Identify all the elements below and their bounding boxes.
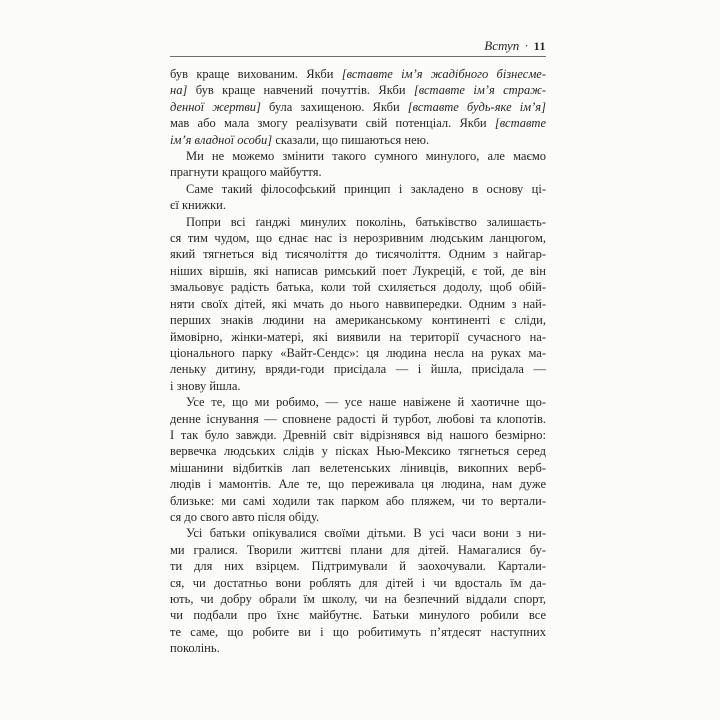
italic-run: денної жертви] [170,99,261,114]
text-run: чи подбали про їхнє майбутнє. Батьки минулого робили все [170,608,546,623]
text-run: сказали, що пишаються нею. [272,132,430,147]
text-line [170,427,546,443]
italic-run: на] [170,83,188,98]
italic-run: [вставте ім’я жадібного бізнесме- [341,67,547,81]
text-line [170,246,546,262]
text-run: леньку дитину, вряди-годи присідала — і йшла, присідала — [170,362,546,377]
text-run: Ми не можемо змінити такого сумного минулого, але маємо [186,149,546,164]
paragraph [170,394,546,525]
text-run: змальовує радість батька, коли той схиляється додолу, щоб обій- [170,280,546,295]
text-run: прагнути кращого майбуття. [170,165,322,180]
text-run: ся тим чудом, що єднає нас із нерозривним людським ланцюгом, [170,231,546,246]
text-line [170,575,546,591]
text-line [170,197,546,213]
header-separator: · [524,38,529,53]
text-line [170,558,546,574]
text-line [170,148,546,164]
paragraph [170,148,546,181]
text-line [170,345,546,361]
text-run: няти своїх дітей, які мчать до нього наввипередки. Одним з най- [170,296,546,311]
text-run: Саме такий філософський принцип і закладено в основу ці- [186,181,546,196]
text-line [170,66,546,82]
text-run: ся до свого авто після обіду. [170,509,320,524]
italic-run: [вставте ім’я страж- [413,83,546,98]
text-line [170,624,546,640]
text-line [170,361,546,377]
text-run: ся, чи достатньо вони роблять для дітей і чи вдосталь їм да- [170,575,546,590]
text-line [170,394,546,410]
text-line [170,99,546,115]
text-line [170,640,546,656]
text-line [170,296,546,312]
text-run: ми гралися. Творили життєві плани для дітей. Намагалися бу- [170,542,546,557]
text-line [170,607,546,623]
text-run: ніших віршів, які написав римський поет Лукрецій, є той, де він [170,263,546,278]
text-line [170,164,546,180]
text-run: мав або мала змогу реалізувати свій потенціал. Якби [170,116,495,131]
text-line [170,411,546,427]
text-run: ти для них взірцем. Підтримували й заохочували. Картали- [170,559,546,574]
text-run: ють, чи добру обрали їм школу, чи на безпечний віддали спорт, [170,592,546,606]
text-run: єї книжки. [170,198,226,213]
section-title: Вступ [484,38,520,53]
text-run: ціонального парку «Вайт-Сендс»: ця людина несла на руках ма- [170,345,546,360]
text-line [170,230,546,246]
text-run: людів і мамонтів. Але те, що переживала ця людина, нам дуже [170,477,546,492]
text-run: І так було завжди. Древній світ відрізнявся від нашого безмірно: [170,427,546,442]
text-line [170,263,546,279]
text-line [170,279,546,295]
text-run: близьке: ми самі ходили так парком або пляжем, чи то вертали- [170,493,546,508]
text-line [170,591,546,607]
paragraph [170,66,546,148]
text-run: мішанини відбитків лап велетенських лінивців, викопних верб- [170,460,546,475]
text-line [170,312,546,328]
page-number: 11 [533,39,546,53]
text-run: те саме, що робите ви і що робитимуть п’ятдесят наступних [170,624,546,639]
text-run: Усе те, що ми робимо, — усе наше навіжене й хаотичне що- [186,395,546,410]
paragraph [170,181,546,214]
text-run: перших знаків людини на американському континенті є сліди, [170,313,546,328]
text-line [170,443,546,459]
text-line [170,476,546,492]
text-run: денне існування — сповнене радості й турбот, любові та клопотів. [170,411,546,426]
text-run: поколінь. [170,641,220,656]
text-run: була захищеною. Якби [260,99,408,114]
text-run: і знову йшла. [170,378,241,393]
text-line [170,181,546,197]
header-rule [170,56,546,57]
page-body [170,66,546,657]
text-line [170,115,546,131]
text-line [170,82,546,98]
text-line [170,493,546,509]
text-line [170,542,546,558]
paragraph [170,214,546,394]
text-run: вервечка людських слідів у пісках Нью-Мексико тягнеться серед [170,444,546,459]
text-line [170,214,546,230]
text-line [170,329,546,345]
text-run: Усі батьки опікувалися своїми дітьми. В усі часи вони з ни- [186,526,546,541]
text-line [170,509,546,525]
italic-run: [вставте будь-яке ім’я] [407,99,546,114]
text-line [170,378,546,394]
paragraph [170,525,546,656]
text-line [170,132,546,148]
text-run: Попри всі ґанджі минулих поколінь, батьківство залишаєть- [186,214,546,229]
text-run: був краще вихованим. Якби [170,67,342,81]
running-header [170,38,546,54]
text-run: був краще навчений почуттів. Якби [187,83,414,98]
text-line [170,525,546,541]
italic-run: [вставте [494,116,546,131]
italic-run: ім’я владної особи] [170,132,273,147]
text-line [170,460,546,476]
text-run: ймовірно, жінки-матері, які виявили на території сучасного на- [170,329,546,344]
text-run: який тягнеться від тисячоліття до тисячоліття. Одним з найгар- [170,247,546,262]
